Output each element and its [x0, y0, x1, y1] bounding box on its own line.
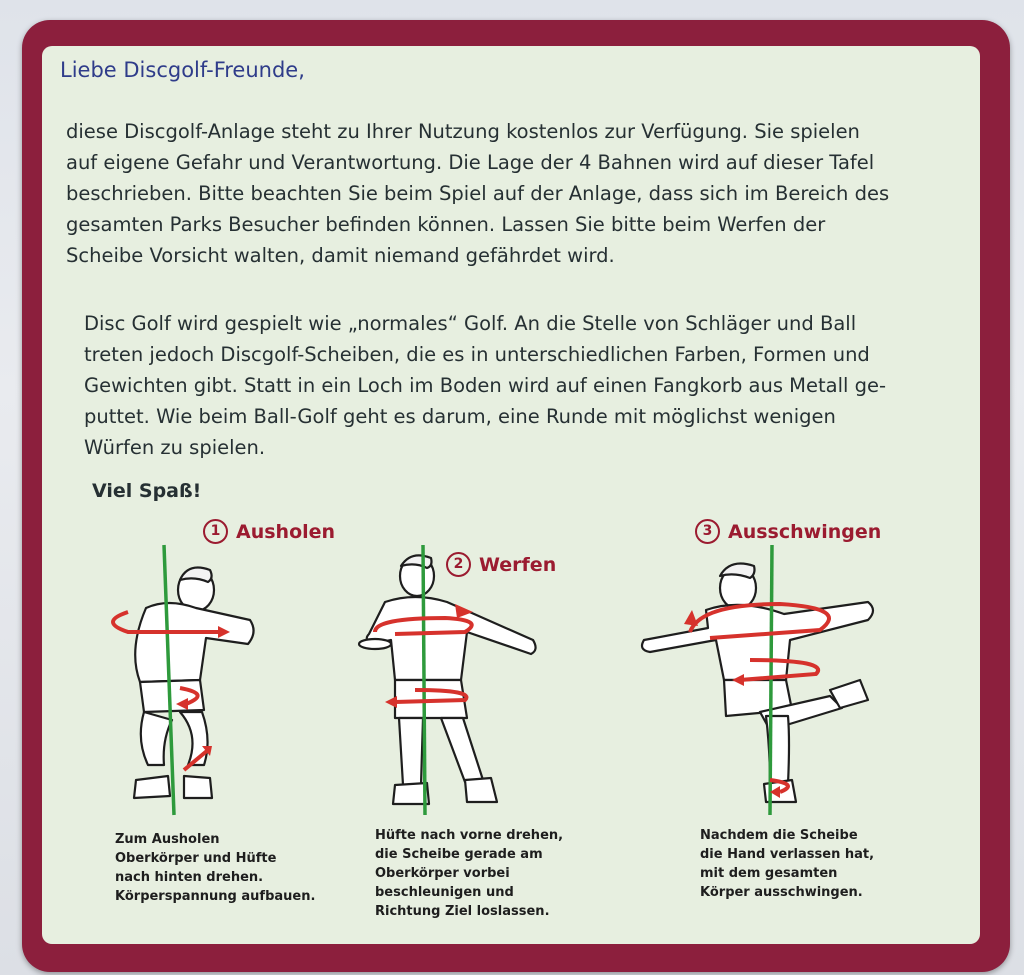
greeting-heading: Liebe Discgolf-Freunde,	[60, 58, 305, 82]
step-title-label: Ausschwingen	[728, 520, 882, 543]
step-title-label: Ausholen	[236, 520, 336, 543]
figure-follow-through-illustration	[620, 540, 890, 820]
text-line: auf eigene Gefahr und Verantwortung. Die Lage der 4 Bahnen wird auf dieser Tafel	[66, 151, 875, 174]
step-2-caption	[375, 826, 563, 921]
caption-line: nach hinten drehen.	[115, 870, 264, 885]
paragraph-usage-rules	[66, 116, 986, 271]
caption-line: beschleunigen und	[375, 885, 514, 900]
caption-line: Oberkörper und Hüfte	[115, 851, 277, 866]
step-title-label: Werfen	[479, 553, 557, 576]
caption-line: Nachdem die Scheibe	[700, 828, 858, 843]
figure-windup-illustration	[88, 540, 268, 820]
paragraph-disc-golf-explanation	[84, 308, 969, 463]
caption-line: Hüfte nach vorne drehen,	[375, 828, 564, 843]
step-number-badge: 1	[203, 519, 228, 544]
text-line: gesamten Parks Besucher befinden können. Lassen Sie bitte beim Werfen der	[66, 213, 826, 236]
caption-line: Richtung Ziel loslassen.	[375, 904, 550, 919]
text-line: treten jedoch Discgolf-Scheiben, die es in unterschiedlichen Farben, Formen und	[84, 343, 870, 366]
step-number-badge: 3	[695, 519, 720, 544]
closing-text: Viel Spaß!	[92, 480, 202, 502]
text-line: puttet. Wie beim Ball-Golf geht es darum, eine Runde mit möglichst wenigen	[84, 405, 836, 428]
caption-line: Körperspannung aufbauen.	[115, 889, 316, 904]
text-line: diese Discgolf-Anlage steht zu Ihrer Nutzung kostenlos zur Verfügung. Sie spielen	[66, 120, 860, 143]
caption-line: Zum Ausholen	[115, 832, 220, 847]
text-line: Würfen zu spielen.	[84, 436, 266, 459]
caption-line: mit dem gesamten	[700, 866, 838, 881]
step-3-caption	[700, 826, 874, 902]
text-line: Gewichten gibt. Statt in ein Loch im Boden wird auf einen Fangkorb aus Metall ge-	[84, 374, 887, 397]
figure-throw-illustration	[355, 540, 555, 820]
caption-line: Oberkörper vorbei	[375, 866, 510, 881]
step-number-badge: 2	[446, 552, 471, 577]
text-line: beschrieben. Bitte beachten Sie beim Spiel auf der Anlage, dass sich im Bereich des	[66, 182, 890, 205]
step-1-caption	[115, 830, 315, 906]
caption-line: Körper ausschwingen.	[700, 885, 863, 900]
text-line: Disc Golf wird gespielt wie „normales“ Golf. An die Stelle von Schläger und Ball	[84, 312, 857, 335]
caption-line: die Scheibe gerade am	[375, 847, 543, 862]
caption-line: die Hand verlassen hat,	[700, 847, 875, 862]
text-line: Scheibe Vorsicht walten, damit niemand gefährdet wird.	[66, 244, 615, 267]
